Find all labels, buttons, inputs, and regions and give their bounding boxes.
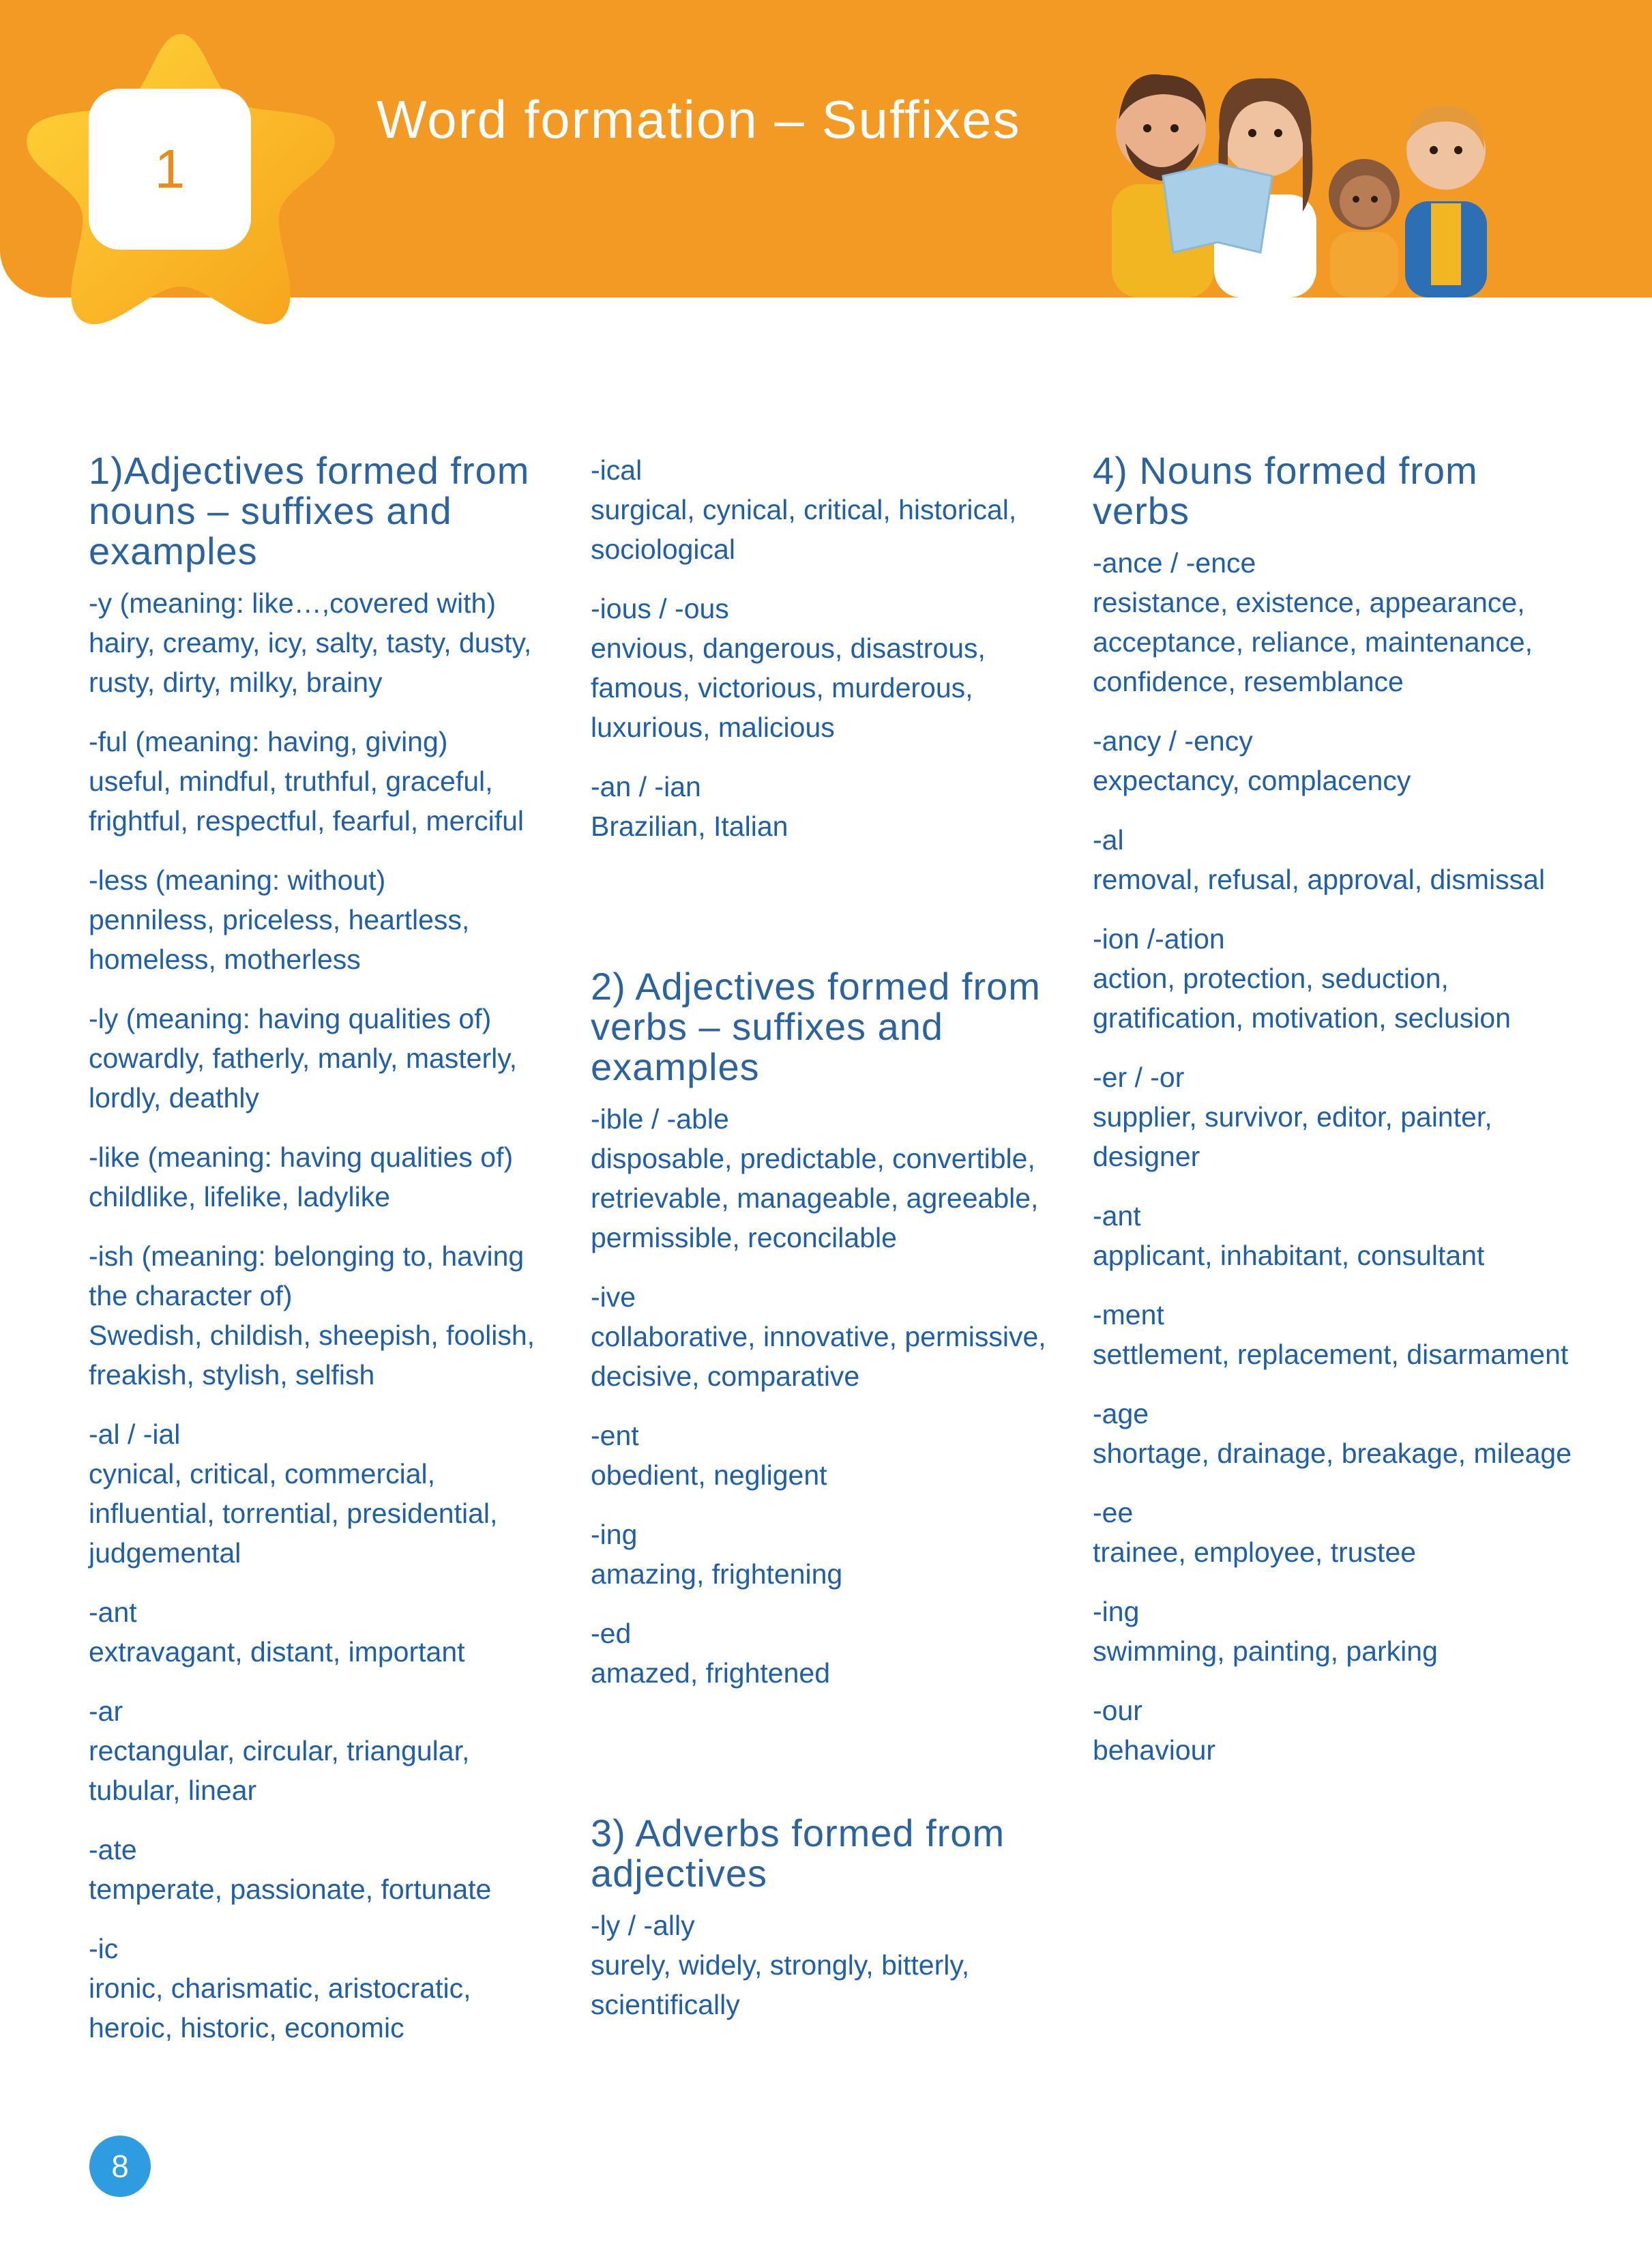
suffix-label: -our	[1093, 1695, 1142, 1726]
suffix-entry	[89, 722, 559, 841]
suffix-entry	[1093, 1691, 1584, 1770]
suffix-examples: swimming, painting, parking	[1093, 1635, 1438, 1667]
suffix-label: -ing	[591, 1519, 638, 1550]
suffix-label: -ancy / -ency	[1093, 725, 1253, 757]
suffix-entry	[591, 1906, 1061, 2024]
suffix-entry	[89, 1592, 559, 1672]
section-adverbs-from-adjectives	[591, 1813, 1061, 2024]
column-2	[591, 450, 1061, 2052]
unit-number: 1	[154, 139, 186, 199]
suffix-label: -age	[1093, 1398, 1149, 1429]
suffix-entry	[591, 1416, 1061, 1495]
suffix-examples: childlike, lifelike, ladylike	[89, 1181, 391, 1212]
suffix-label: -ate	[89, 1834, 137, 1865]
column-1	[89, 450, 559, 2075]
family-illustration	[1098, 48, 1535, 297]
suffix-examples: Swedish, childish, sheepish, foolish, freakish, stylish, selfish	[89, 1320, 535, 1390]
suffix-label: -ious / -ous	[591, 593, 729, 624]
suffix-entry	[591, 767, 1061, 846]
suffix-examples: cowardly, fatherly, manly, masterly, lordly, deathly	[89, 1043, 518, 1113]
suffix-examples: Brazilian, Italian	[591, 811, 788, 842]
section-heading: 2) Adjectives formed from verbs – suffixes and examples	[591, 965, 1041, 1088]
suffix-label: -ion /-ation	[1093, 923, 1225, 955]
section-heading: 4) Nouns formed from verbs	[1093, 449, 1478, 532]
suffix-entry	[591, 1515, 1061, 1594]
suffix-label: -al	[1093, 824, 1124, 856]
suffix-examples: cynical, critical, commercial, influential, torrential, presidential, judgemental	[89, 1458, 498, 1569]
suffix-examples: penniless, priceless, heartless, homeless, motherless	[89, 904, 470, 975]
suffix-examples: supplier, survivor, editor, painter, designer	[1093, 1101, 1492, 1172]
suffix-entry	[591, 1614, 1061, 1693]
suffix-examples: disposable, predictable, convertible, retrievable, manageable, agreeable, permissible, reconcilable	[591, 1143, 1039, 1253]
suffix-examples: temperate, passionate, fortunate	[89, 1874, 492, 1905]
suffix-label: -ant	[89, 1597, 137, 1628]
suffix-label: -ful (meaning: having, giving)	[89, 726, 448, 757]
suffix-entry	[1093, 919, 1584, 1038]
unit-number-box	[89, 89, 251, 250]
suffix-entry	[89, 999, 559, 1118]
suffix-entry	[1093, 543, 1584, 701]
section-adjectives-continued	[591, 450, 1061, 846]
suffix-examples: surgical, cynical, critical, historical, sociological	[591, 494, 1017, 565]
suffix-examples: envious, dangerous, disastrous, famous, victorious, murderous, luxurious, malicious	[591, 632, 986, 743]
suffix-label: -ent	[591, 1420, 639, 1451]
suffix-label: -ment	[1093, 1299, 1164, 1330]
suffix-entry	[89, 1929, 559, 2048]
suffix-label: -al / -ial	[89, 1418, 181, 1450]
suffix-label: -er / -or	[1093, 1062, 1185, 1093]
suffix-label: -ing	[1093, 1596, 1140, 1627]
suffix-examples: settlement, replacement, disarmament	[1093, 1339, 1569, 1370]
suffix-label: -ed	[591, 1618, 632, 1649]
suffix-label: -ly / -ally	[591, 1910, 695, 1941]
suffix-entry	[591, 450, 1061, 569]
section-heading: 1)Adjectives formed from nouns – suffixes and examples	[89, 449, 530, 572]
suffix-label: -ive	[591, 1281, 636, 1313]
suffix-label: -ical	[591, 454, 643, 486]
suffix-entry	[1093, 1058, 1584, 1176]
section-adjectives-from-verbs	[591, 966, 1061, 1693]
suffix-entry	[591, 1277, 1061, 1396]
suffix-entry	[1093, 721, 1584, 800]
suffix-examples: shortage, drainage, breakage, mileage	[1093, 1438, 1572, 1469]
suffix-label: -ish (meaning: belonging to, having the character of)	[89, 1240, 525, 1311]
suffix-entry	[89, 583, 559, 702]
suffix-examples: rectangular, circular, triangular, tubular, linear	[89, 1735, 470, 1806]
suffix-examples: action, protection, seduction, gratification, motivation, seclusion	[1093, 963, 1511, 1034]
suffix-entry	[1093, 820, 1584, 899]
suffix-entry	[89, 860, 559, 979]
suffix-entry	[89, 1137, 559, 1217]
suffix-entry	[89, 1236, 559, 1395]
suffix-examples: applicant, inhabitant, consultant	[1093, 1240, 1485, 1271]
suffix-examples: resistance, existence, appearance, acceptance, reliance, maintenance, confidence, resemblance	[1093, 587, 1533, 697]
suffix-examples: hairy, creamy, icy, salty, tasty, dusty, rusty, dirty, milky, brainy	[89, 627, 532, 698]
suffix-entry	[591, 1099, 1061, 1257]
suffix-examples: surely, widely, strongly, bitterly, scientifically	[591, 1949, 970, 2020]
suffix-label: -ible / -able	[591, 1103, 729, 1135]
section-nouns-from-verbs	[1093, 450, 1584, 1770]
suffix-label: -like (meaning: having qualities of)	[89, 1141, 514, 1173]
suffix-examples: expectancy, complacency	[1093, 765, 1411, 796]
suffix-entry	[1093, 1196, 1584, 1275]
suffix-label: -an / -ian	[591, 771, 701, 802]
page-number-badge	[89, 2136, 151, 2197]
suffix-label: -less (meaning: without)	[89, 864, 386, 896]
suffix-label: -ar	[89, 1695, 123, 1727]
suffix-examples: behaviour	[1093, 1734, 1216, 1766]
suffix-examples: amazing, frightening	[591, 1558, 843, 1590]
suffix-examples: ironic, charismatic, aristocratic, heroic, historic, economic	[89, 1972, 471, 2043]
suffix-entry	[1093, 1493, 1584, 1572]
section-adjectives-from-nouns	[89, 450, 559, 2048]
suffix-entry	[1093, 1394, 1584, 1473]
suffix-examples: extravagant, distant, important	[89, 1636, 465, 1668]
page-title: Word formation – Suffixes	[377, 89, 1021, 149]
suffix-label: -ance / -ence	[1093, 547, 1256, 579]
suffix-entry	[1093, 1592, 1584, 1671]
suffix-label: -ic	[89, 1933, 119, 1964]
page-number: 8	[111, 2149, 129, 2184]
suffix-examples: collaborative, innovative, permissive, decisive, comparative	[591, 1321, 1046, 1392]
suffix-examples: removal, refusal, approval, dismissal	[1093, 864, 1546, 895]
suffix-entry	[591, 589, 1061, 747]
section-heading: 3) Adverbs formed from adjectives	[591, 1811, 1005, 1895]
suffix-examples: trainee, employee, trustee	[1093, 1537, 1417, 1568]
suffix-entry	[89, 1414, 559, 1573]
suffix-label: -ant	[1093, 1200, 1141, 1232]
suffix-entry	[89, 1691, 559, 1810]
suffix-label: -ly (meaning: having qualities of)	[89, 1003, 492, 1034]
suffix-label: -ee	[1093, 1497, 1134, 1528]
column-3	[1093, 450, 1584, 1797]
suffix-examples: amazed, frightened	[591, 1657, 831, 1689]
suffix-entry	[1093, 1295, 1584, 1374]
suffix-label: -y (meaning: like…,covered with)	[89, 587, 496, 619]
suffix-entry	[89, 1830, 559, 1909]
suffix-examples: obedient, negligent	[591, 1459, 827, 1491]
suffix-examples: useful, mindful, truthful, graceful, frightful, respectful, fearful, merciful	[89, 766, 525, 836]
